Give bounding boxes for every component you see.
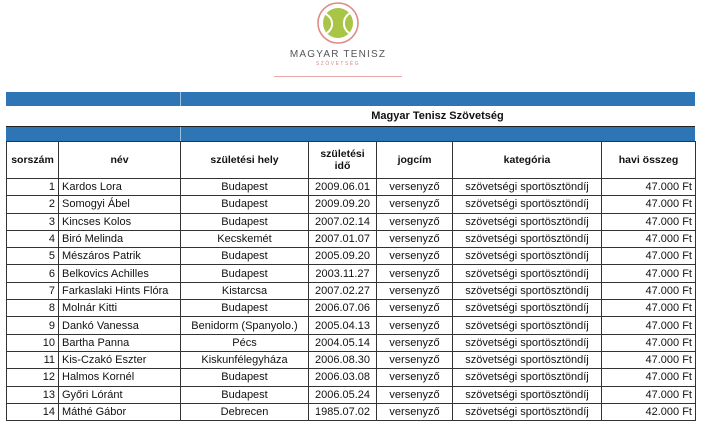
monthly-amount-cell[interactable]: 47.000 Ft: [602, 282, 696, 299]
birth-place-cell[interactable]: Budapest: [181, 369, 309, 386]
entitlement-cell[interactable]: versenyző: [377, 334, 453, 351]
monthly-amount-cell[interactable]: 47.000 Ft: [602, 265, 696, 282]
birth-place-cell[interactable]: Budapest: [181, 386, 309, 403]
athlete-name-cell[interactable]: Halmos Kornél: [59, 369, 181, 386]
entitlement-cell[interactable]: versenyző: [377, 230, 453, 247]
birth-place-cell[interactable]: Pécs: [181, 334, 309, 351]
table-row: [7, 248, 696, 265]
athlete-name-cell[interactable]: Biró Melinda: [59, 230, 181, 247]
table-row: [7, 386, 696, 403]
category-cell[interactable]: szövetségi sportösztöndíj: [453, 351, 602, 368]
athlete-name-cell[interactable]: Molnár Kitti: [59, 300, 181, 317]
monthly-amount-cell[interactable]: 47.000 Ft: [602, 369, 696, 386]
entitlement-cell[interactable]: versenyző: [377, 317, 453, 334]
entitlement-cell[interactable]: versenyző: [377, 403, 453, 420]
athlete-name-cell[interactable]: Bartha Panna: [59, 334, 181, 351]
birth-date-cell[interactable]: 2009.06.01: [309, 179, 377, 196]
monthly-amount-cell[interactable]: 47.000 Ft: [602, 386, 696, 403]
row-number-cell[interactable]: 13: [7, 386, 59, 403]
table-row: [7, 179, 696, 196]
header-row: [7, 142, 696, 179]
logo-subtitle: SZÖVETSÉG: [315, 61, 361, 67]
monthly-amount-cell[interactable]: 47.000 Ft: [602, 317, 696, 334]
athlete-table: [6, 141, 696, 421]
category-cell[interactable]: szövetségi sportösztöndíj: [453, 196, 602, 213]
table-row: [7, 213, 696, 230]
birth-place-cell[interactable]: Budapest: [181, 196, 309, 213]
birth-date-cell[interactable]: 2006.08.30: [309, 351, 377, 368]
athlete-name-cell[interactable]: Belkovics Achilles: [59, 265, 181, 282]
row-number-cell[interactable]: 14: [7, 403, 59, 420]
category-cell[interactable]: szövetségi sportösztöndíj: [453, 230, 602, 247]
birth-date-cell[interactable]: 1985.07.02: [309, 403, 377, 420]
category-cell[interactable]: szövetségi sportösztöndíj: [453, 282, 602, 299]
row-number-cell[interactable]: 11: [7, 351, 59, 368]
column-header[interactable]: havi összeg: [602, 142, 696, 179]
birth-date-cell[interactable]: 2003.11.27: [309, 265, 377, 282]
header-band-top: [6, 92, 695, 106]
entitlement-cell[interactable]: versenyző: [377, 369, 453, 386]
column-header[interactable]: név: [59, 142, 181, 179]
entitlement-cell[interactable]: versenyző: [377, 386, 453, 403]
row-number-cell[interactable]: 3: [7, 213, 59, 230]
entitlement-cell[interactable]: versenyző: [377, 179, 453, 196]
athlete-name-cell[interactable]: Dankó Vanessa: [59, 317, 181, 334]
birth-place-cell[interactable]: Budapest: [181, 265, 309, 282]
row-number-cell[interactable]: 4: [7, 230, 59, 247]
column-header[interactable]: születési idő: [309, 142, 377, 179]
column-header[interactable]: sorszám: [7, 142, 59, 179]
row-number-cell[interactable]: 1: [7, 179, 59, 196]
birth-date-cell[interactable]: 2006.03.08: [309, 369, 377, 386]
birth-date-cell[interactable]: 2007.02.27: [309, 282, 377, 299]
birth-place-cell[interactable]: Budapest: [181, 248, 309, 265]
table-row: [7, 317, 696, 334]
athlete-name-cell[interactable]: Kardos Lora: [59, 179, 181, 196]
birth-place-cell[interactable]: Budapest: [181, 300, 309, 317]
birth-date-cell[interactable]: 2006.07.06: [309, 300, 377, 317]
monthly-amount-cell[interactable]: 47.000 Ft: [602, 334, 696, 351]
entitlement-cell[interactable]: versenyző: [377, 265, 453, 282]
table-row: [7, 300, 696, 317]
monthly-amount-cell[interactable]: 47.000 Ft: [602, 300, 696, 317]
row-number-cell[interactable]: 9: [7, 317, 59, 334]
table-row: [7, 265, 696, 282]
birth-date-cell[interactable]: 2006.05.24: [309, 386, 377, 403]
category-cell[interactable]: szövetségi sportösztöndíj: [453, 403, 602, 420]
category-cell[interactable]: szövetségi sportösztöndíj: [453, 213, 602, 230]
birth-place-cell[interactable]: Budapest: [181, 179, 309, 196]
category-cell[interactable]: szövetségi sportösztöndíj: [453, 386, 602, 403]
column-header[interactable]: kategória: [453, 142, 602, 179]
logo-name: MAGYAR TENISZ: [289, 49, 387, 60]
tennis-ball-icon: [303, 2, 373, 48]
entitlement-cell[interactable]: versenyző: [377, 282, 453, 299]
entitlement-cell[interactable]: versenyző: [377, 196, 453, 213]
entitlement-cell[interactable]: versenyző: [377, 213, 453, 230]
birth-place-cell[interactable]: Debrecen: [181, 403, 309, 420]
table-row: [7, 282, 696, 299]
column-header[interactable]: jogcím: [377, 142, 453, 179]
row-number-cell[interactable]: 5: [7, 248, 59, 265]
monthly-amount-cell[interactable]: 47.000 Ft: [602, 213, 696, 230]
sheet-title[interactable]: Magyar Tenisz Szövetség: [371, 110, 504, 122]
table-row: [7, 403, 696, 420]
row-number-cell[interactable]: 8: [7, 300, 59, 317]
row-number-cell[interactable]: 2: [7, 196, 59, 213]
monthly-amount-cell[interactable]: 47.000 Ft: [602, 179, 696, 196]
logo-divider: [274, 76, 402, 77]
table-row: [7, 230, 696, 247]
birth-date-cell[interactable]: 2009.09.20: [309, 196, 377, 213]
birth-date-cell[interactable]: 2005.09.20: [309, 248, 377, 265]
birth-date-cell[interactable]: 2004.05.14: [309, 334, 377, 351]
entitlement-cell[interactable]: versenyző: [377, 248, 453, 265]
category-cell[interactable]: szövetségi sportösztöndíj: [453, 369, 602, 386]
table-row: [7, 351, 696, 368]
birth-place-cell[interactable]: Kistarcsa: [181, 282, 309, 299]
athlete-name-cell[interactable]: Somogyi Ábel: [59, 196, 181, 213]
column-header[interactable]: születési hely: [181, 142, 309, 179]
monthly-amount-cell[interactable]: 42.000 Ft: [602, 403, 696, 420]
row-number-cell[interactable]: 12: [7, 369, 59, 386]
row-number-cell[interactable]: 10: [7, 334, 59, 351]
category-cell[interactable]: szövetségi sportösztöndíj: [453, 317, 602, 334]
federation-logo: [258, 0, 418, 80]
birth-place-cell[interactable]: Kecskemét: [181, 230, 309, 247]
title-row: [6, 106, 695, 127]
athlete-name-cell[interactable]: Mészáros Patrik: [59, 248, 181, 265]
category-cell[interactable]: szövetségi sportösztöndíj: [453, 248, 602, 265]
athlete-name-cell[interactable]: Kincses Kolos: [59, 213, 181, 230]
athlete-name-cell[interactable]: Kis-Czakó Eszter: [59, 351, 181, 368]
category-cell[interactable]: szövetségi sportösztöndíj: [453, 300, 602, 317]
athlete-name-cell[interactable]: Győri Lóránt: [59, 386, 181, 403]
monthly-amount-cell[interactable]: 47.000 Ft: [602, 196, 696, 213]
birth-place-cell[interactable]: Benidorm (Spanyolo.): [181, 317, 309, 334]
table-row: [7, 369, 696, 386]
row-number-cell[interactable]: 7: [7, 282, 59, 299]
birth-place-cell[interactable]: Budapest: [181, 213, 309, 230]
category-cell[interactable]: szövetségi sportösztöndíj: [453, 334, 602, 351]
birth-place-cell[interactable]: Kiskunfélegyháza: [181, 351, 309, 368]
row-number-cell[interactable]: 6: [7, 265, 59, 282]
athlete-name-cell[interactable]: Farkaslaki Hints Flóra: [59, 282, 181, 299]
entitlement-cell[interactable]: versenyző: [377, 300, 453, 317]
category-cell[interactable]: szövetségi sportösztöndíj: [453, 265, 602, 282]
birth-date-cell[interactable]: 2007.01.07: [309, 230, 377, 247]
table-row: [7, 196, 696, 213]
spreadsheet: [6, 92, 695, 421]
category-cell[interactable]: szövetségi sportösztöndíj: [453, 179, 602, 196]
monthly-amount-cell[interactable]: 47.000 Ft: [602, 230, 696, 247]
birth-date-cell[interactable]: 2005.04.13: [309, 317, 377, 334]
monthly-amount-cell[interactable]: 47.000 Ft: [602, 351, 696, 368]
athlete-name-cell[interactable]: Máthé Gábor: [59, 403, 181, 420]
header-band-bottom: [6, 127, 695, 141]
birth-date-cell[interactable]: 2007.02.14: [309, 213, 377, 230]
table-row: [7, 334, 696, 351]
entitlement-cell[interactable]: versenyző: [377, 351, 453, 368]
monthly-amount-cell[interactable]: 47.000 Ft: [602, 248, 696, 265]
